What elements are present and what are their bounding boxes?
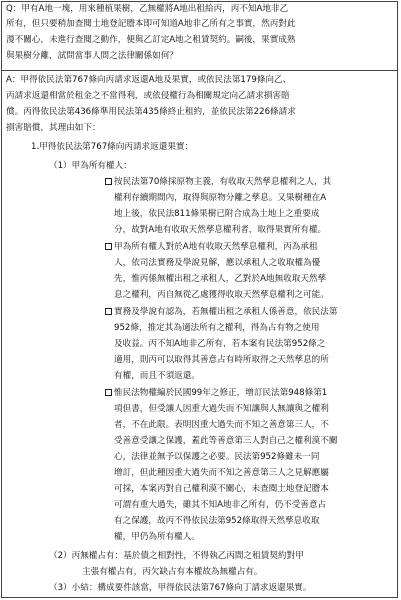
question-box	[1, 1, 398, 71]
checkbox-bullet-icon	[105, 243, 112, 250]
answer-intro-line: 損害賠償，其理由如下：	[6, 123, 101, 133]
bullet-line: 受善意受讓之保護，蓋此等善意第三人對自己之權利漠不關	[114, 436, 338, 446]
bullet-line: 人，依司法實務及學說見解，應以承租人之收取權為優	[114, 258, 321, 268]
subsection-heading-1: （1）甲為所有權人：	[49, 161, 132, 171]
bullet-line: 適用，則丙可以取得其善意占有時所取得之天然孳息的所	[114, 355, 329, 365]
checkbox-bullet-icon	[105, 308, 112, 315]
bullet-line: 有權，而且不須返還。	[114, 371, 200, 381]
bullet-line: 惟民法物權編於民國99年之修正，增訂民法第948條第1	[105, 387, 327, 400]
bullet-line: 心，法律並無予以保護之必要。民法第952條雖未一同	[114, 452, 320, 462]
question-line: Q：甲有A地一塊，用來種植果樹，乙無權將A地出租給丙，丙不知A地非乙	[6, 4, 289, 14]
bullet-line: 實務及學說有認為，若無權出租之承租人係善意，依民法第	[105, 306, 337, 319]
subsection-heading-3: （3）小結：構成要件該當，甲得依民法第767條向丁請求返還果實。	[49, 583, 312, 593]
bullet-line: 增訂，但此種因重大過失而不知之善意第三人之見解應屬	[114, 468, 329, 478]
bullet-line: 按民法第70條採原物主義，有收取天然孳息權利之人，其	[105, 176, 331, 189]
bullet-line: 可採，本案丙對自己權利漠不關心，未查閱土地登記謄本	[114, 484, 329, 494]
bullet-line: 息之權利，丙自無從乙處獲得收取天然孳息權利之可能。	[114, 290, 329, 300]
bullet-line: 地上後，依民法811條果樹已附合成為土地上之重要成	[114, 209, 320, 219]
bullet-line: 可謂有重大過失，雖其不知A地非乙所有，仍不受善意占	[114, 500, 327, 510]
bullet-line: 甲為所有權人對於A地有收取天然孳息權利，丙為承租	[105, 241, 318, 254]
question-line: 所有，但只要稍加查閱土地登記謄本即可知道A地非乙所有之事實，然丙對此	[6, 19, 296, 29]
question-line: 與果樹分離，試問當事人間之法律關係如何？	[6, 51, 178, 61]
checkbox-bullet-icon	[105, 178, 112, 185]
bullet-line: 先，惟丙係無權出租之承租人，乙對於A地無收取天然孳	[114, 274, 327, 284]
bullet-line: 權，甲仍為所有權人。	[114, 532, 200, 542]
bullet-line: 952條，推定其為適法所有之權利，得為占有物之使用	[114, 323, 320, 333]
answer-intro-line: 償。丙得依民法第436條準用民法第435條終止租約，並依民法第226條請求	[6, 107, 296, 117]
bullet-line: 者，不在此限。表明因重大過失而不知之善意第三人，不	[114, 420, 329, 430]
answer-intro-line: 丙請求返還相當於租金之不當得利，或依侵權行為相關規定向乙請求損害賠	[6, 91, 290, 101]
checkbox-bullet-icon	[105, 389, 112, 396]
subsection-line: 主張有權占有，丙欠缺占有本權故為無權占有。	[82, 567, 263, 577]
question-line: 漫不關心，未進行查閱之動作，便與乙訂定A地之租賃契約。嗣後，果實成熟	[6, 35, 296, 45]
bullet-line: 有之保護，故丙不得依民法第952條取得天然孳息收取	[114, 516, 320, 526]
bullet-line: 項但書，但受讓人因重大過失而不知讓與人無讓與之權利	[114, 404, 329, 414]
bullet-line: 及收益。丙不知A地非乙所有，若本案有民法第952條之	[114, 339, 326, 349]
subsection-heading-2: （2）丙無權占有：基於債之相對性，不得執乙丙間之租賃契約對甲	[49, 551, 304, 561]
answer-box	[1, 71, 398, 598]
section-heading-1: 1.甲得依民法第767條向丙請求返還果實：	[31, 142, 194, 152]
bullet-line: 分，故對A地有收取天然孳息權利者，取得果實所有權。	[114, 225, 327, 235]
bullet-line: 權利存續期間內，取得與原物分離之孳息。又果樹種在A	[114, 193, 327, 203]
answer-intro-line: A：甲得依民法第767條向丙請求返還A地及果實，或依民法第179條向乙、	[6, 75, 292, 85]
